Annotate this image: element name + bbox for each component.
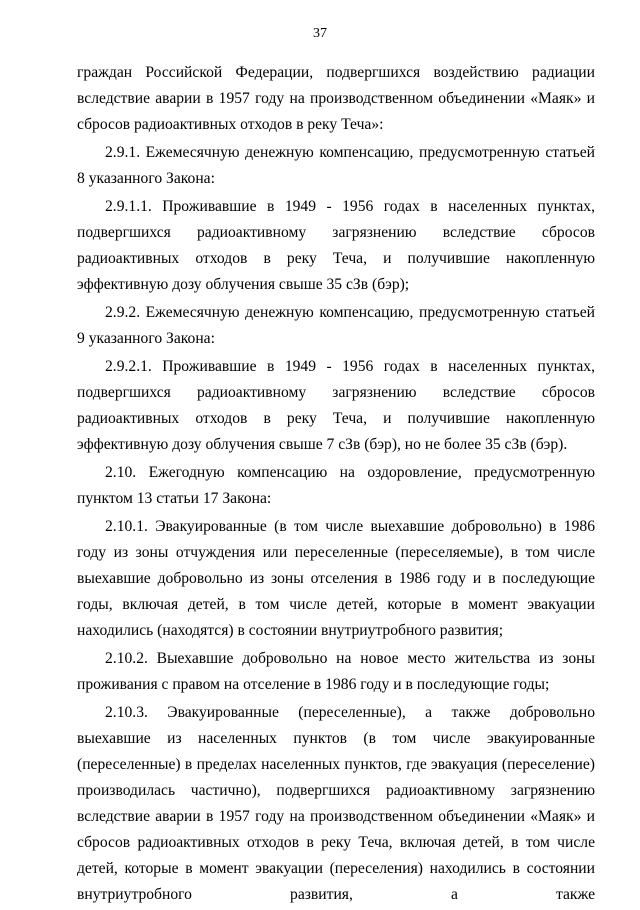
- paragraph-2-10: 2.10. Ежегодную компенсацию на оздоровление, предусмотренную пунктом 13 статьи 17 Закона:: [77, 464, 595, 507]
- paragraph-2-10-3: 2.10.3. Эвакуированные (переселенные), а также добровольно выехавшие из населенных пунктов (в том числе эвакуированные (переселенные) в пределах населенных пунктов, где эвакуация (переселение) производилась частично), подвергшихся радиоактивному загрязнению вследствие аварии в 1957 году на производственном объединении «Маяк» и сбросов радиоактивных отходов в реку Теча, включая детей, в том числе детей, которые в момент эвакуации (переселения) находились в состоянии внутриутробного развития, а также: [77, 704, 595, 903]
- paragraph-2-10-1: 2.10.1. Эвакуированные (в том числе выехавшие добровольно) в 1986 году из зоны отчуждения или переселенные (переселяемые), в том числе выехавшие добровольно из зоны отселения в 1986 году и в последующие годы, включая детей, в том числе детей, которые в момент эвакуации находились (находятся) в состоянии внутриутробного развития;: [77, 518, 595, 639]
- paragraph-2-9-2-1: 2.9.2.1. Проживавшие в 1949 - 1956 годах в населенных пунктах, подвергшихся радиоактивному загрязнению вследствие сбросов радиоактивных отходов в реку Теча, и получившие накопленную эффективную дозу облучения свыше 7 сЗв (бэр), но не более 35 сЗв (бэр).: [77, 358, 595, 453]
- page-number: 37: [313, 26, 327, 41]
- paragraph-2-10-2: 2.10.2. Выехавшие добровольно на новое место жительства из зоны проживания с правом на отселение в 1986 году и в последующие годы;: [77, 650, 595, 693]
- paragraph-2-9-2: 2.9.2. Ежемесячную денежную компенсацию, предусмотренную статьей 9 указанного Закона:: [77, 304, 595, 347]
- paragraph-2-9-1: 2.9.1. Ежемесячную денежную компенсацию, предусмотренную статьей 8 указанного Закона:: [77, 144, 595, 187]
- paragraph-2-9-1-1: 2.9.1.1. Проживавшие в 1949 - 1956 годах в населенных пунктах, подвергшихся радиоактивному загрязнению вследствие сбросов радиоактивных отходов в реку Теча, и получившие накопленную эффективную дозу облучения свыше 35 сЗв (бэр);: [77, 198, 595, 293]
- document-body: [77, 60, 595, 910]
- paragraph-citizens-mayak: граждан Российской Федерации, подвергшихся воздействию радиации вследствие аварии в 1957 году на производственном объединении «Маяк» и сбросов радиоактивных отходов в реку Теча»:: [77, 64, 595, 133]
